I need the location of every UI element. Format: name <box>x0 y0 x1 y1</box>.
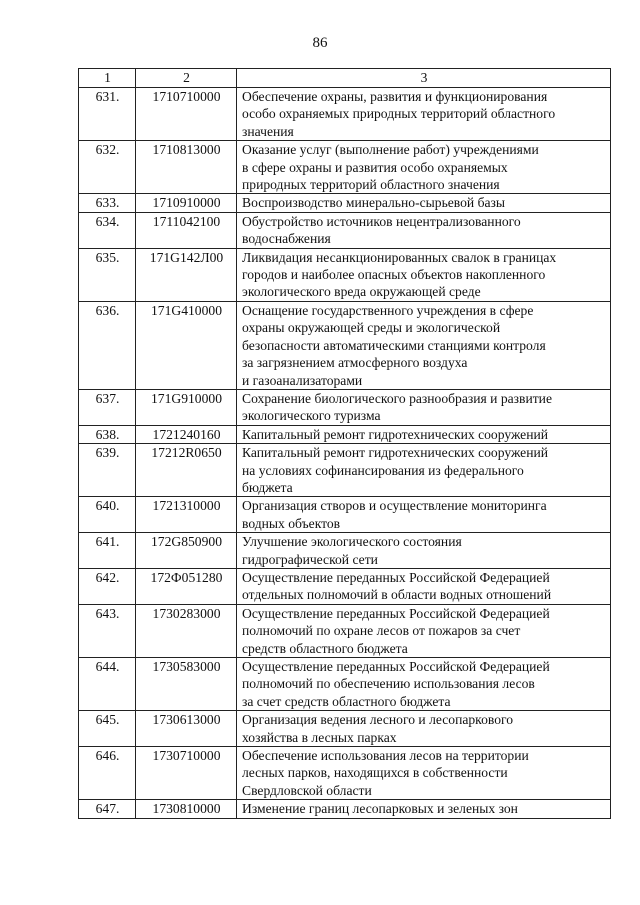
row-description: Организация ведения лесного и лесопаркового хозяйства в лесных парках <box>237 711 611 747</box>
row-code: 1730583000 <box>136 658 237 711</box>
row-code: 17212R0650 <box>136 444 237 497</box>
row-code: 172G850900 <box>136 533 237 569</box>
table-row <box>79 194 611 212</box>
table-row <box>79 425 611 443</box>
budget-codes-table <box>78 68 611 819</box>
row-number: 644. <box>79 658 136 711</box>
row-code: 1730613000 <box>136 711 237 747</box>
table-row <box>79 444 611 497</box>
row-description: Ликвидация несанкционированных свалок в границах городов и наиболее опасных объектов накопленного экологического вреда окружающей среде <box>237 248 611 301</box>
row-description: Оснащение государственного учреждения в сфере охраны окружающей среды и экологической безопасности автоматическими станциями контроля за загрязнением атмосферного воздуха и газоанализаторами <box>237 301 611 389</box>
table-row <box>79 301 611 389</box>
row-code: 172Ф051280 <box>136 568 237 604</box>
row-description: Обустройство источников нецентрализованного водоснабжения <box>237 212 611 248</box>
table-row <box>79 141 611 194</box>
row-description: Осуществление переданных Российской Федерацией полномочий по обеспечению использования лесов за счет средств областного бюджета <box>237 658 611 711</box>
row-number: 631. <box>79 88 136 141</box>
header-col-2: 2 <box>136 69 237 88</box>
table-row <box>79 212 611 248</box>
row-code: 171G910000 <box>136 389 237 425</box>
row-number: 637. <box>79 389 136 425</box>
row-code: 1710910000 <box>136 194 237 212</box>
row-number: 645. <box>79 711 136 747</box>
row-number: 633. <box>79 194 136 212</box>
header-col-1: 1 <box>79 69 136 88</box>
table-row <box>79 248 611 301</box>
row-description: Улучшение экологического состояния гидрографической сети <box>237 533 611 569</box>
table-row <box>79 389 611 425</box>
row-number: 643. <box>79 604 136 657</box>
table-row <box>79 497 611 533</box>
row-code: 171G142Л00 <box>136 248 237 301</box>
row-number: 639. <box>79 444 136 497</box>
row-code: 171G410000 <box>136 301 237 389</box>
header-col-3: 3 <box>237 69 611 88</box>
table-row <box>79 747 611 800</box>
row-number: 640. <box>79 497 136 533</box>
table-row <box>79 568 611 604</box>
row-number: 634. <box>79 212 136 248</box>
table-header-row <box>79 69 611 88</box>
row-number: 642. <box>79 568 136 604</box>
row-number: 647. <box>79 800 136 818</box>
row-description: Сохранение биологического разнообразия и развитие экологического туризма <box>237 389 611 425</box>
row-code: 1730710000 <box>136 747 237 800</box>
row-code: 1710813000 <box>136 141 237 194</box>
row-description: Обеспечение охраны, развития и функционирования особо охраняемых природных территорий областного значения <box>237 88 611 141</box>
row-code: 1710710000 <box>136 88 237 141</box>
row-code: 1730810000 <box>136 800 237 818</box>
row-number: 635. <box>79 248 136 301</box>
row-number: 641. <box>79 533 136 569</box>
table-row <box>79 658 611 711</box>
row-code: 1730283000 <box>136 604 237 657</box>
row-number: 646. <box>79 747 136 800</box>
table-row <box>79 533 611 569</box>
row-description: Осуществление переданных Российской Федерацией отдельных полномочий в области водных отношений <box>237 568 611 604</box>
row-code: 1721240160 <box>136 425 237 443</box>
row-number: 638. <box>79 425 136 443</box>
row-description: Обеспечение использования лесов на территории лесных парков, находящихся в собственности Свердловской области <box>237 747 611 800</box>
table-row <box>79 88 611 141</box>
row-description: Оказание услуг (выполнение работ) учреждениями в сфере охраны и развития особо охраняемых природных территорий областного значения <box>237 141 611 194</box>
row-code: 1721310000 <box>136 497 237 533</box>
row-description: Организация створов и осуществление мониторинга водных объектов <box>237 497 611 533</box>
row-description: Изменение границ лесопарковых и зеленых зон <box>237 800 611 818</box>
row-description: Капитальный ремонт гидротехнических сооружений <box>237 425 611 443</box>
row-code: 1711042100 <box>136 212 237 248</box>
page-number: 86 <box>312 35 328 51</box>
table-row <box>79 604 611 657</box>
table-body <box>79 88 611 819</box>
row-description: Капитальный ремонт гидротехнических сооружений на условиях софинансирования из федерального бюджета <box>237 444 611 497</box>
row-number: 636. <box>79 301 136 389</box>
table-row <box>79 800 611 818</box>
row-description: Воспроизводство минерально-сырьевой базы <box>237 194 611 212</box>
row-number: 632. <box>79 141 136 194</box>
row-description: Осуществление переданных Российской Федерацией полномочий по охране лесов от пожаров за счет средств областного бюджета <box>237 604 611 657</box>
table-row <box>79 711 611 747</box>
